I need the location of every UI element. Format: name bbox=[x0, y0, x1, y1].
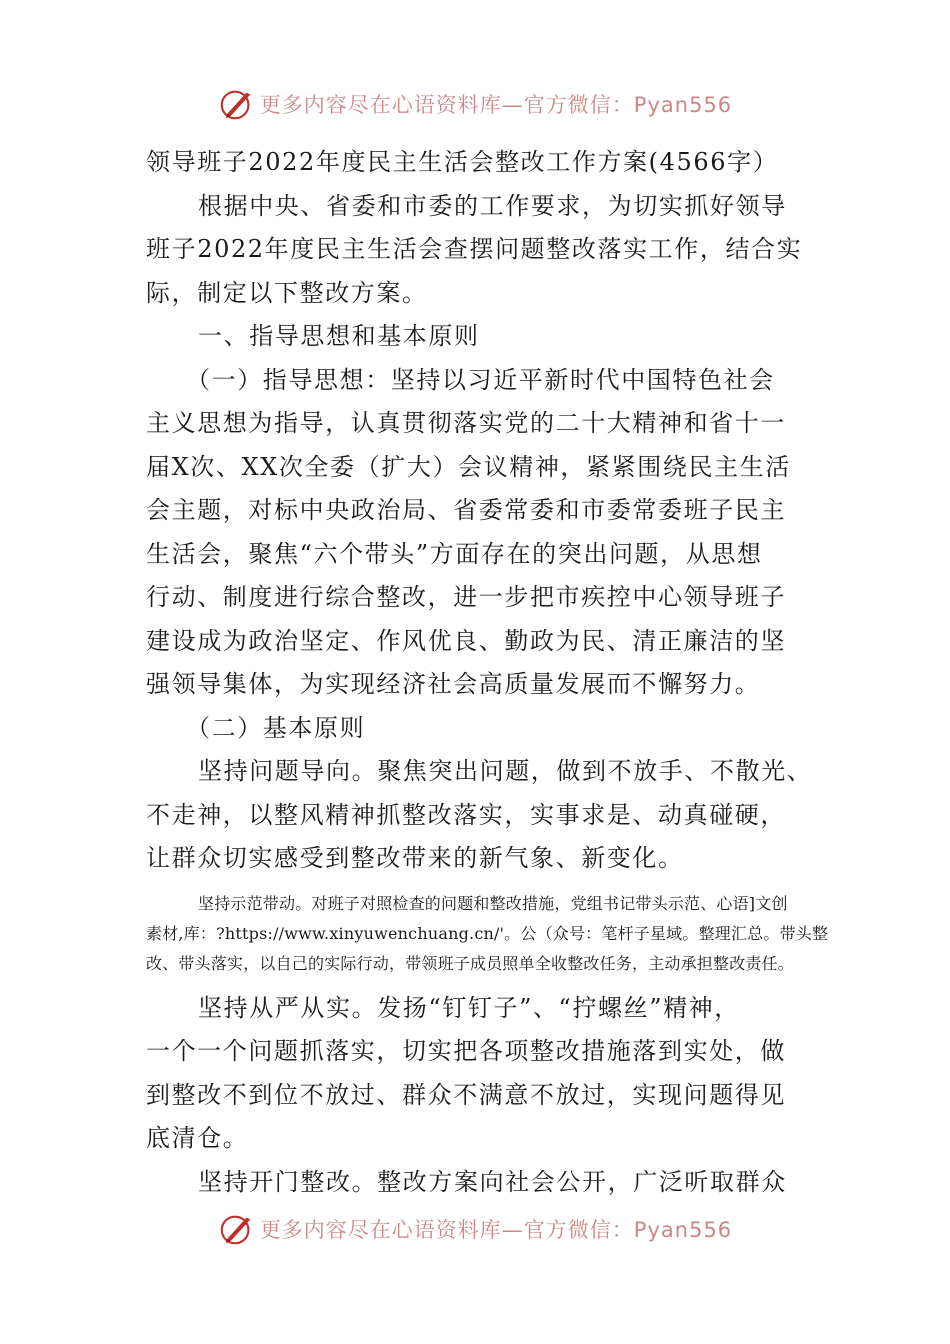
text-line: 建设成为政治坚定、作风优良、勤政为民、清正廉洁的坚 bbox=[146, 626, 786, 655]
text-line: 行动、制度进行综合整改，进一步把市疾控中心领导班子 bbox=[146, 583, 786, 611]
text-line: 届X次、XX次全委（扩大）会议精神，紧紧围绕民主生活 bbox=[146, 452, 791, 481]
pen-logo-icon bbox=[218, 1210, 256, 1248]
intro-paragraph bbox=[146, 185, 826, 316]
text-line: 一个一个问题抓落实，切实把各项整改措施落到实处，做 bbox=[146, 1037, 786, 1065]
text-line: 班子2022年度民主生活会查摆问题整改落实工作，结合实 bbox=[146, 235, 803, 263]
text-line: 到整改不到位不放过、群众不满意不放过，实现问题得见 bbox=[146, 1080, 786, 1109]
text-line: 主义思想为指导，认真贯彻落实党的二十大精神和省十一 bbox=[146, 409, 786, 437]
pen-logo-icon bbox=[218, 85, 256, 123]
principle-open-door bbox=[146, 1161, 826, 1205]
subsection-heading: （二）基本原则 bbox=[186, 713, 366, 742]
document-body bbox=[146, 141, 829, 1204]
text-line: 强领导集体，为实现经济社会高质量发展而不懈努力。 bbox=[146, 670, 761, 698]
document-title: 领导班子2022年度民主生活会整改工作方案(4566字） bbox=[146, 148, 779, 176]
text-line: 素材,库：?https://www.xinyuwenchuang.cn/'。公（众号：笔杆子星域。整理汇总。带头整 bbox=[146, 923, 829, 943]
guiding-thought-paragraph bbox=[146, 359, 826, 707]
text-line: 坚持示范带动。对班子对照检查的问题和整改措施，党组书记带头示范、心语]文创 bbox=[198, 893, 788, 913]
text-line: 让群众切实感受到整改带来的新气象、新变化。 bbox=[146, 844, 684, 872]
principle-problem-oriented bbox=[146, 750, 826, 881]
principle-demonstration-small-text bbox=[146, 889, 829, 979]
text-line: 坚持问题导向。聚焦突出问题，做到不放手、不散光、 bbox=[198, 757, 813, 785]
text-line: 改、带头落实，以自己的实际行动，带领班子成员照单全收整改任务，主动承担整改责任。 bbox=[146, 953, 795, 973]
banner-text: 更多内容尽在心语资料库—官方微信：Pyan556 bbox=[259, 93, 733, 117]
text-line: 坚持开门整改。整改方案向社会公开，广泛听取群众 bbox=[198, 1167, 787, 1196]
footer-banner bbox=[0, 1207, 950, 1251]
text-line: 生活会，聚焦“六个带头”方面存在的突出问题，从思想 bbox=[146, 539, 763, 568]
text-line: 底清仓。 bbox=[146, 1124, 249, 1152]
banner-text: 更多内容尽在心语资料库—官方微信：Pyan556 bbox=[259, 1218, 733, 1242]
section-heading: 一、指导思想和基本原则 bbox=[198, 322, 480, 350]
text-line: 际，制定以下整改方案。 bbox=[146, 278, 428, 307]
text-line: 不走神，以整风精神抓整改落实，实事求是、动真碰硬， bbox=[146, 800, 786, 829]
text-line: 坚持从严从实。发扬“钉钉子”、“拧螺丝”精神， bbox=[198, 993, 740, 1022]
header-banner bbox=[0, 82, 950, 126]
text-line: （一）指导思想：坚持以习近平新时代中国特色社会 bbox=[186, 365, 775, 394]
text-line: 根据中央、省委和市委的工作要求，为切实抓好领导 bbox=[198, 191, 787, 220]
text-line: 会主题，对标中央政治局、省委常委和市委常委班子民主 bbox=[146, 496, 786, 524]
principle-strict bbox=[146, 987, 826, 1161]
